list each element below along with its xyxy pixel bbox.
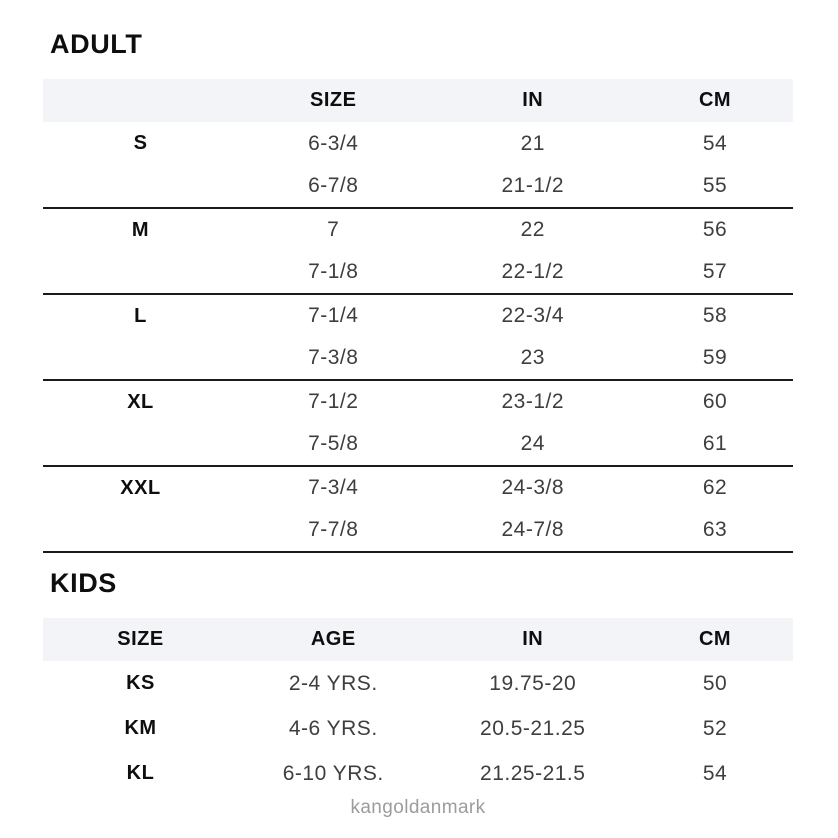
table-row xyxy=(43,251,793,294)
cm-cell: 52 xyxy=(702,716,728,740)
size-group-l xyxy=(43,294,793,380)
column-header-age: AGE xyxy=(238,618,429,661)
table-row xyxy=(43,751,793,796)
cm-cell: 58 xyxy=(702,304,728,327)
size-chart-page xyxy=(43,31,793,819)
cm-cell: 62 xyxy=(702,476,728,499)
header-row xyxy=(43,79,793,122)
size-label: S xyxy=(133,132,148,154)
size-label-empty xyxy=(43,509,238,552)
table-row xyxy=(43,122,793,165)
cm-cell: 56 xyxy=(702,218,728,241)
column-header-cm: CM xyxy=(637,79,793,122)
inches-cell: 21-1/2 xyxy=(501,174,565,197)
inches-cell: 24-3/8 xyxy=(501,476,565,499)
inches-cell: 23 xyxy=(520,346,545,369)
watermark: kangoldanmark xyxy=(350,797,486,818)
size-label: XL xyxy=(127,390,154,413)
hat-size-cell: 7-1/8 xyxy=(308,260,359,283)
column-header-cm: CM xyxy=(637,618,793,661)
inches-cell: 21.25-21.5 xyxy=(480,761,586,785)
size-label: XXL xyxy=(120,476,161,499)
size-label: KS xyxy=(126,672,155,694)
cm-cell: 55 xyxy=(702,174,728,197)
hat-size-cell: 6-3/4 xyxy=(308,131,359,155)
inches-cell: 21 xyxy=(520,131,545,155)
hat-size-cell: 7 xyxy=(327,218,340,241)
table-row xyxy=(43,466,793,509)
size-label: M xyxy=(131,218,150,241)
table-row xyxy=(43,294,793,337)
cm-cell: 54 xyxy=(702,131,728,155)
size-label-empty xyxy=(43,165,238,208)
column-header-blank xyxy=(43,79,238,122)
cm-cell: 59 xyxy=(702,346,728,369)
kids-table-body xyxy=(43,661,793,796)
table-row xyxy=(43,165,793,208)
cm-cell: 54 xyxy=(702,761,728,785)
cm-cell: 61 xyxy=(702,432,728,455)
column-header-size: SIZE xyxy=(43,618,238,661)
table-row xyxy=(43,706,793,751)
inches-cell: 24 xyxy=(520,432,545,455)
inches-cell: 22 xyxy=(520,218,545,241)
adult-section-title: ADULT xyxy=(50,29,143,59)
table-row xyxy=(43,423,793,466)
table-row xyxy=(43,661,793,706)
inches-cell: 19.75-20 xyxy=(489,671,577,695)
kids-table-header xyxy=(43,618,793,661)
cm-cell: 63 xyxy=(702,518,728,541)
age-cell: 2-4 YRS. xyxy=(288,671,378,695)
hat-size-cell: 7-1/4 xyxy=(308,304,359,327)
adult-table-header xyxy=(43,79,793,122)
size-group-s xyxy=(43,122,793,208)
adult-size-table xyxy=(43,79,793,553)
column-header-in: IN xyxy=(429,79,638,122)
hat-size-cell: 7-3/4 xyxy=(308,476,359,499)
table-row xyxy=(43,509,793,552)
hat-size-cell: 7-1/2 xyxy=(308,390,359,413)
hat-size-cell: 6-7/8 xyxy=(308,174,359,197)
hat-size-cell: 7-3/8 xyxy=(308,346,359,369)
kids-section-title: KIDS xyxy=(50,568,117,598)
table-row xyxy=(43,380,793,423)
inches-cell: 22-3/4 xyxy=(501,304,565,327)
inches-cell: 20.5-21.25 xyxy=(480,716,586,740)
cm-cell: 50 xyxy=(702,671,728,695)
cm-cell: 60 xyxy=(702,390,728,413)
header-row xyxy=(43,618,793,661)
inches-cell: 23-1/2 xyxy=(501,390,565,413)
size-label: KL xyxy=(126,762,155,784)
size-label-empty xyxy=(43,423,238,466)
cm-cell: 57 xyxy=(702,260,728,283)
age-cell: 6-10 YRS. xyxy=(282,761,384,785)
size-group-xl xyxy=(43,380,793,466)
size-label: L xyxy=(134,304,147,327)
size-group-m xyxy=(43,208,793,294)
column-header-in: IN xyxy=(429,618,638,661)
size-label: KM xyxy=(124,717,157,739)
table-row xyxy=(43,208,793,251)
inches-cell: 24-7/8 xyxy=(501,518,565,541)
size-label-empty xyxy=(43,337,238,380)
kids-size-table xyxy=(43,618,793,796)
inches-cell: 22-1/2 xyxy=(501,260,565,283)
size-label-empty xyxy=(43,251,238,294)
table-row xyxy=(43,337,793,380)
size-group-xxl xyxy=(43,466,793,552)
age-cell: 4-6 YRS. xyxy=(288,716,378,740)
hat-size-cell: 7-7/8 xyxy=(308,518,359,541)
column-header-size: SIZE xyxy=(238,79,429,122)
hat-size-cell: 7-5/8 xyxy=(308,432,359,455)
